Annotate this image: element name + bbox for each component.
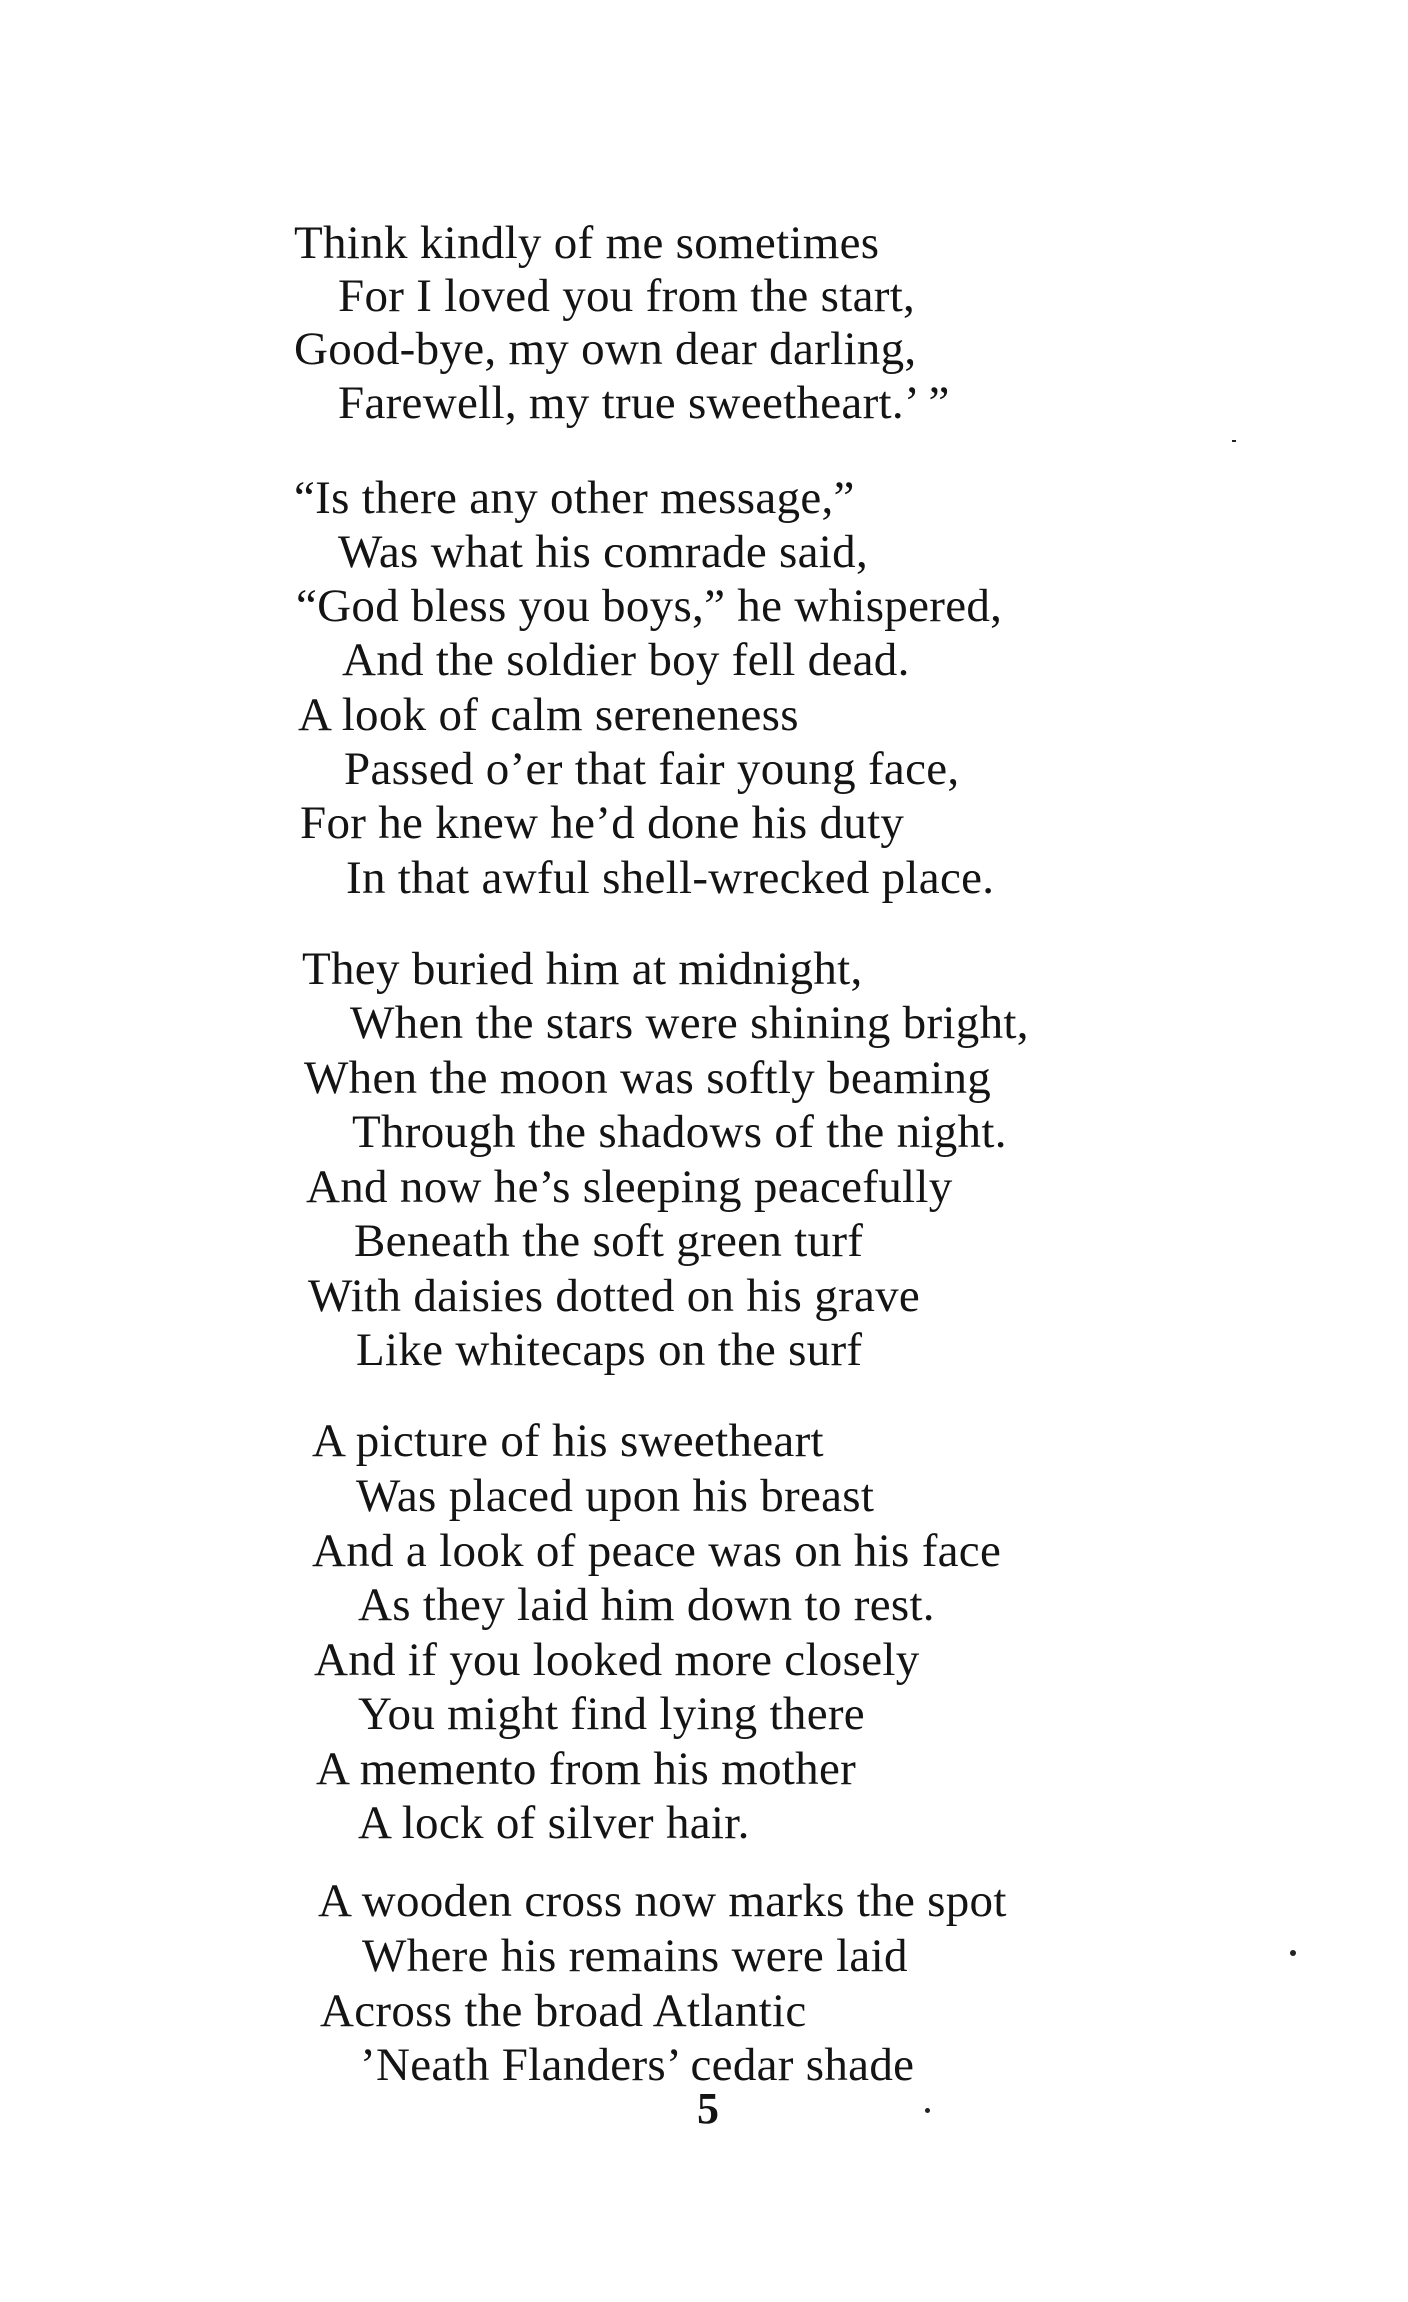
poem-line: “Is there any other message,” <box>294 472 855 524</box>
poem-line: With daisies dotted on his grave <box>308 1270 921 1322</box>
poem-line: A wooden cross now marks the spot <box>318 1875 1007 1927</box>
poem-line: Beneath the soft green turf <box>354 1215 864 1267</box>
poem-line: Good-bye, my own dear darling, <box>294 323 917 375</box>
poem-line: And now he’s sleeping peacefully <box>306 1161 953 1213</box>
scan-speck <box>1232 440 1236 442</box>
poem-line: And a look of peace was on his face <box>312 1525 1002 1577</box>
poem-line: Was what his comrade said, <box>338 526 869 578</box>
poem-line: For I loved you from the start, <box>338 270 916 322</box>
poem-line: When the stars were shining bright, <box>350 997 1029 1049</box>
poem-line: Like whitecaps on the surf <box>356 1324 863 1376</box>
poem-line: Was placed upon his breast <box>356 1470 875 1522</box>
poem-line: “God bless you boys,” he whispered, <box>296 580 1003 632</box>
poem-line: Think kindly of me sometimes <box>294 217 880 269</box>
poem-line: Passed o’er that fair young face, <box>344 743 960 795</box>
poem-line: A picture of his sweetheart <box>312 1415 824 1467</box>
poem-line: A lock of silver hair. <box>358 1797 750 1849</box>
poem-line: And if you looked more closely <box>314 1634 920 1686</box>
poem-line: A look of calm sereneness <box>298 689 799 741</box>
poem-line: A memento from his mother <box>316 1743 857 1795</box>
poem-line: For he knew he’d done his duty <box>300 797 905 849</box>
scan-speck <box>925 2108 930 2113</box>
poem-line: Across the broad Atlantic <box>320 1985 807 2037</box>
poem-line: You might find lying there <box>358 1688 865 1740</box>
scan-speck <box>1290 1950 1296 1956</box>
poem-line: Farewell, my true sweetheart.’ ” <box>338 377 950 429</box>
poem-line: In that awful shell-wrecked place. <box>346 852 995 904</box>
poem-line: And the soldier boy fell dead. <box>342 634 910 686</box>
poem-line: Through the shadows of the night. <box>352 1106 1007 1158</box>
page-number: 5 <box>697 2084 719 2133</box>
poem-line: They buried him at midnight, <box>302 943 863 995</box>
poem-line: When the moon was softly beaming <box>304 1052 992 1104</box>
poem-line: ’Neath Flanders’ cedar shade <box>360 2039 915 2091</box>
poem-line: As they laid him down to rest. <box>358 1579 935 1631</box>
poem-line: Where his remains were laid <box>362 1930 908 1982</box>
